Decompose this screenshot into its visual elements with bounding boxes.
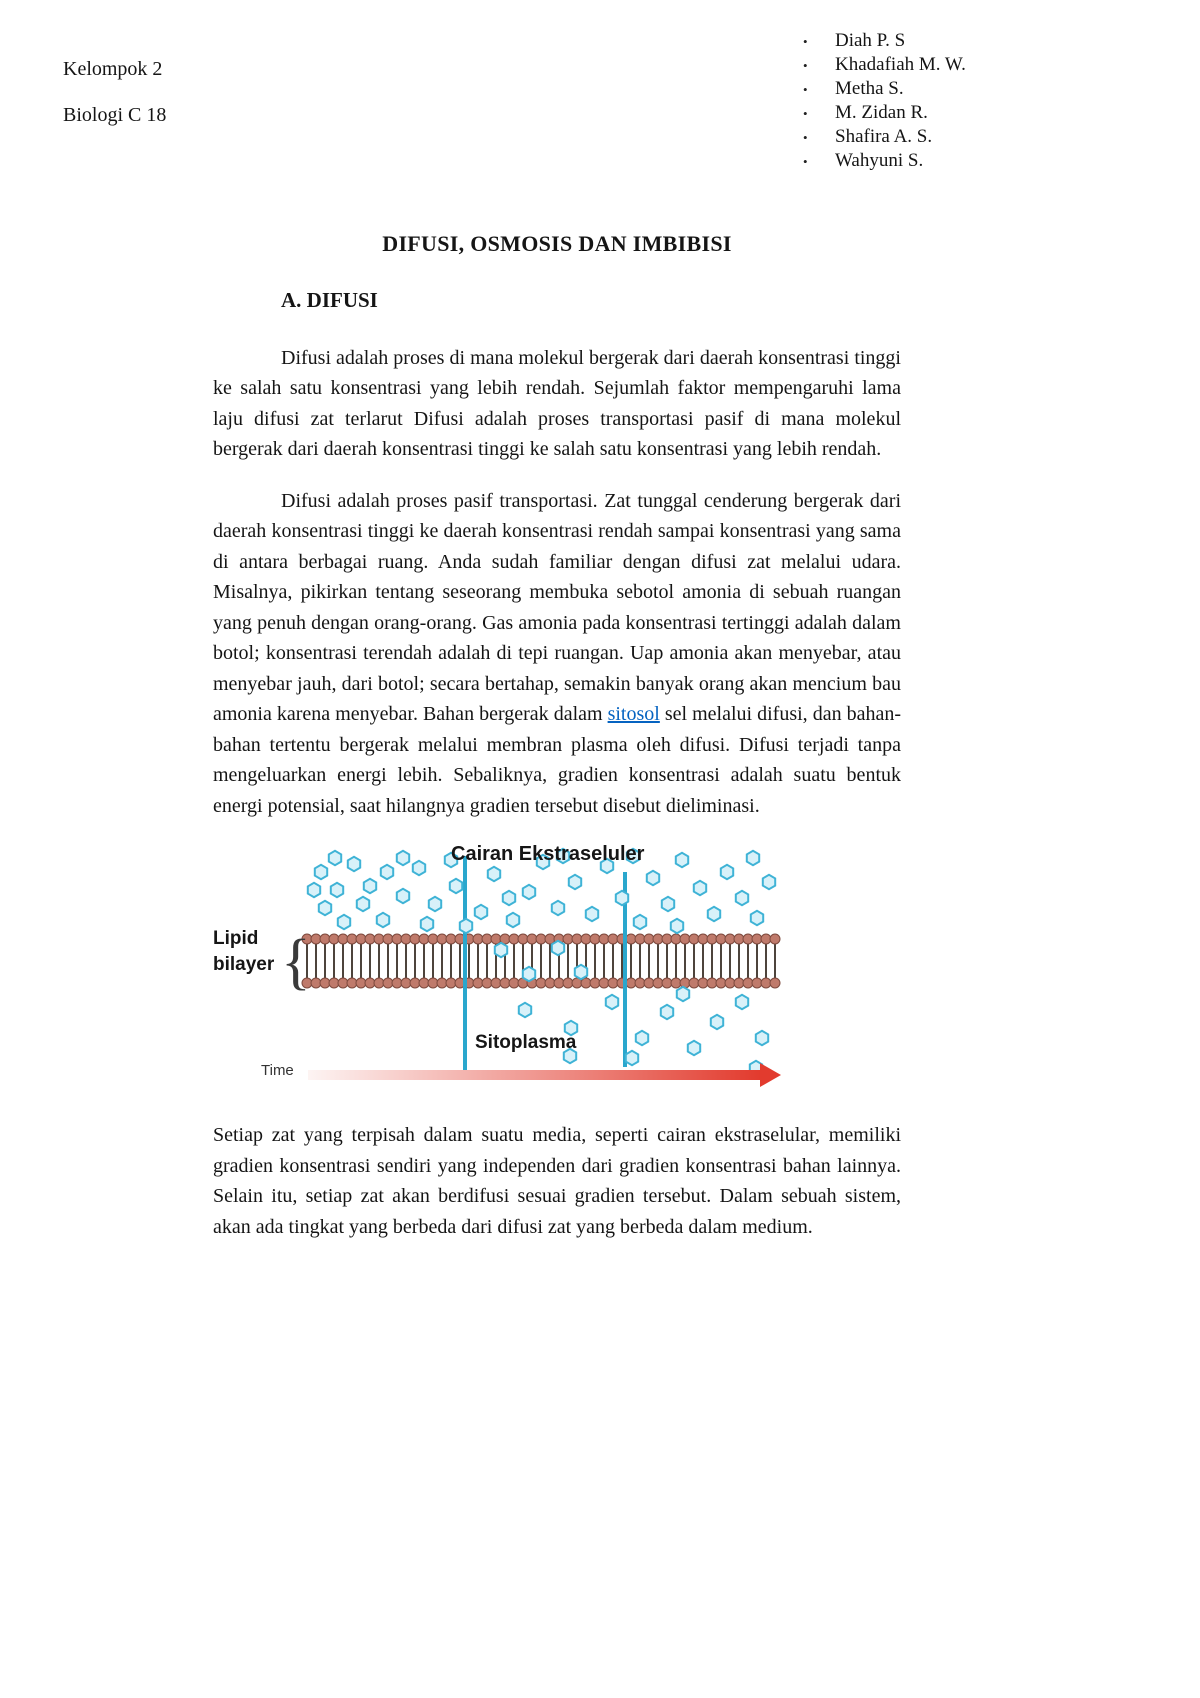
solute-molecule-hexagon <box>569 875 581 889</box>
solute-molecule-hexagon <box>397 889 409 903</box>
member-name: Wahyuni S. <box>835 150 924 171</box>
solute-molecule-hexagon <box>331 883 343 897</box>
solute-molecule-hexagon <box>338 915 350 929</box>
member-item <box>803 54 966 78</box>
document-body <box>213 282 901 1263</box>
solute-molecule-hexagon <box>329 851 341 865</box>
solute-molecule-hexagon <box>736 995 748 1009</box>
solute-molecule-hexagon <box>519 1003 531 1017</box>
member-name: Metha S. <box>835 78 904 99</box>
solute-molecule-hexagon <box>381 865 393 879</box>
solute-molecule-hexagon <box>763 875 775 889</box>
label-extracellular-fluid: Cairan Ekstraseluler <box>451 843 645 865</box>
solute-molecule-hexagon <box>677 987 689 1001</box>
solute-molecule-hexagon <box>751 911 763 925</box>
solute-molecule-hexagon <box>736 891 748 905</box>
solute-molecule-hexagon <box>523 967 535 981</box>
paragraph-2-text-after: sel melalui difusi, dan bahan-bahan tertentu bergerak melalui membran plasma oleh difusi. Difusi terjadi tanpa mengeluarkan energi lebih. Sebaliknya, gradien konsentrasi adalah suatu bentuk energi potensial, saat hilangnya gradien tersebut disebut dieliminasi. <box>213 703 902 817</box>
bullet-icon: • <box>803 34 808 49</box>
solute-molecule-hexagon <box>429 897 441 911</box>
solute-molecule-hexagon <box>495 943 507 957</box>
member-name: Diah P. S <box>835 30 906 51</box>
solute-molecule-hexagon <box>348 857 360 871</box>
solute-molecule-hexagon <box>421 917 433 931</box>
solute-molecule-hexagon <box>552 941 564 955</box>
label-lipid-line2: bilayer <box>213 954 275 975</box>
solute-molecule-hexagon <box>586 907 598 921</box>
solute-molecule-hexagon <box>661 1005 673 1019</box>
solute-molecule-hexagon <box>626 1051 638 1065</box>
solute-molecule-hexagon <box>616 891 628 905</box>
member-name: M. Zidan R. <box>835 102 928 123</box>
solute-molecule-hexagon <box>523 885 535 899</box>
label-lipid-line1: Lipid <box>213 928 259 949</box>
class-label: Biologi C 18 <box>63 104 167 126</box>
solute-molecule-hexagon <box>488 867 500 881</box>
solute-molecule-hexagon <box>634 915 646 929</box>
member-item <box>803 30 966 54</box>
solute-molecule-hexagon <box>647 871 659 885</box>
solute-molecule-hexagon <box>319 901 331 915</box>
solute-molecule-hexagon <box>662 897 674 911</box>
bullet-icon: • <box>803 130 808 145</box>
bilayer-brace: { <box>281 928 311 996</box>
header-left <box>63 58 166 150</box>
solute-molecule-hexagon <box>507 913 519 927</box>
member-name: Khadafiah M. W. <box>835 54 966 75</box>
solute-molecule-hexagon <box>636 1031 648 1045</box>
member-item <box>803 78 966 102</box>
solute-molecule-hexagon <box>552 901 564 915</box>
section-heading: A. DIFUSI <box>281 288 378 312</box>
time-arrow-body <box>308 1070 760 1080</box>
member-item <box>803 150 966 174</box>
sitosol-link[interactable]: sitosol <box>607 703 660 725</box>
solute-molecule-hexagon <box>377 913 389 927</box>
solute-molecule-hexagon <box>450 879 462 893</box>
solute-molecule-hexagon <box>357 897 369 911</box>
solute-molecule-hexagon <box>308 883 320 897</box>
bullet-icon: • <box>803 82 808 97</box>
label-lipid-bilayer <box>213 926 274 978</box>
time-arrow-head <box>760 1063 781 1087</box>
solute-molecule-hexagon <box>694 881 706 895</box>
paragraph-3: Setiap zat yang terpisah dalam suatu media, seperti cairan ekstraselular, memiliki gradien konsentrasi sendiri yang independen dari gradien konsentrasi bahan lainnya. Selain itu, setiap zat akan berdifusi sesuai gradien tersebut. Dalam sebuah sistem, akan ada tingkat yang berbeda dari difusi zat yang berbeda dalam medium. <box>213 1124 901 1238</box>
member-name: Shafira A. S. <box>835 126 933 147</box>
solute-molecule-hexagon <box>503 891 515 905</box>
solute-molecule-hexagon <box>747 851 759 865</box>
bullet-icon: • <box>803 106 808 121</box>
member-list <box>803 30 966 174</box>
solute-molecule-hexagon <box>364 879 376 893</box>
phospholipid-head <box>770 934 780 944</box>
bullet-icon: • <box>803 154 808 169</box>
bullet-icon: • <box>803 58 808 73</box>
solute-molecule-hexagon <box>460 919 472 933</box>
member-item <box>803 126 966 150</box>
solute-molecule-hexagon <box>671 919 683 933</box>
label-cytoplasm: Sitoplasma <box>475 1032 577 1053</box>
paragraph-1: Difusi adalah proses di mana molekul bergerak dari daerah konsentrasi tinggi ke salah satu konsentrasi yang lebih rendah. Sejumlah faktor mempengaruhi lama laju difusi zat terlarut Difusi adalah proses transportasi pasif di mana molekul bergerak dari daerah konsentrasi tinggi ke salah satu konsentrasi yang lebih rendah. <box>213 346 901 460</box>
solute-molecule-hexagon <box>413 861 425 875</box>
group-label: Kelompok 2 <box>63 58 163 80</box>
solute-molecule-hexagon <box>676 853 688 867</box>
solute-molecule-hexagon <box>721 865 733 879</box>
solute-molecule-hexagon <box>397 851 409 865</box>
diffusion-figure-canvas <box>213 842 793 1100</box>
solute-molecule-hexagon <box>575 965 587 979</box>
paragraph-2-text-before: Difusi adalah proses pasif transportasi. Zat tunggal cenderung bergerak dari daerah konsentrasi tinggi ke daerah konsentrasi rendah sampai konsentrasi yang sama di antara berbagai ruang. Anda sudah familiar dengan difusi zat melalui udara. Misalnya, pikirkan tentang seseorang membuka sebotol amonia di sebuah ruangan yang penuh dengan orang-orang. Gas amonia pada konsentrasi tertinggi adalah dalam botol; konsentrasi terendah adalah di tepi ruangan. Uap amonia akan menyebar, atau menyebar jauh, dari botol; secara bertahap, semakin banyak orang akan mencium bau amonia karena menyebar. Bahan bergerak dalam <box>213 489 901 725</box>
diffusion-figure <box>213 842 793 1100</box>
solute-molecule-hexagon <box>475 905 487 919</box>
document-title: DIFUSI, OSMOSIS DAN IMBIBISI <box>382 231 732 256</box>
solute-molecule-hexagon <box>708 907 720 921</box>
solute-molecule-hexagon <box>711 1015 723 1029</box>
solute-molecule-hexagon <box>756 1031 768 1045</box>
solute-molecule-hexagon <box>606 995 618 1009</box>
label-time: Time <box>261 1062 294 1079</box>
solute-molecule-hexagon <box>315 865 327 879</box>
member-item <box>803 102 966 126</box>
phospholipid-head <box>770 978 780 988</box>
paragraph-2 <box>213 486 901 822</box>
solute-molecule-hexagon <box>688 1041 700 1055</box>
